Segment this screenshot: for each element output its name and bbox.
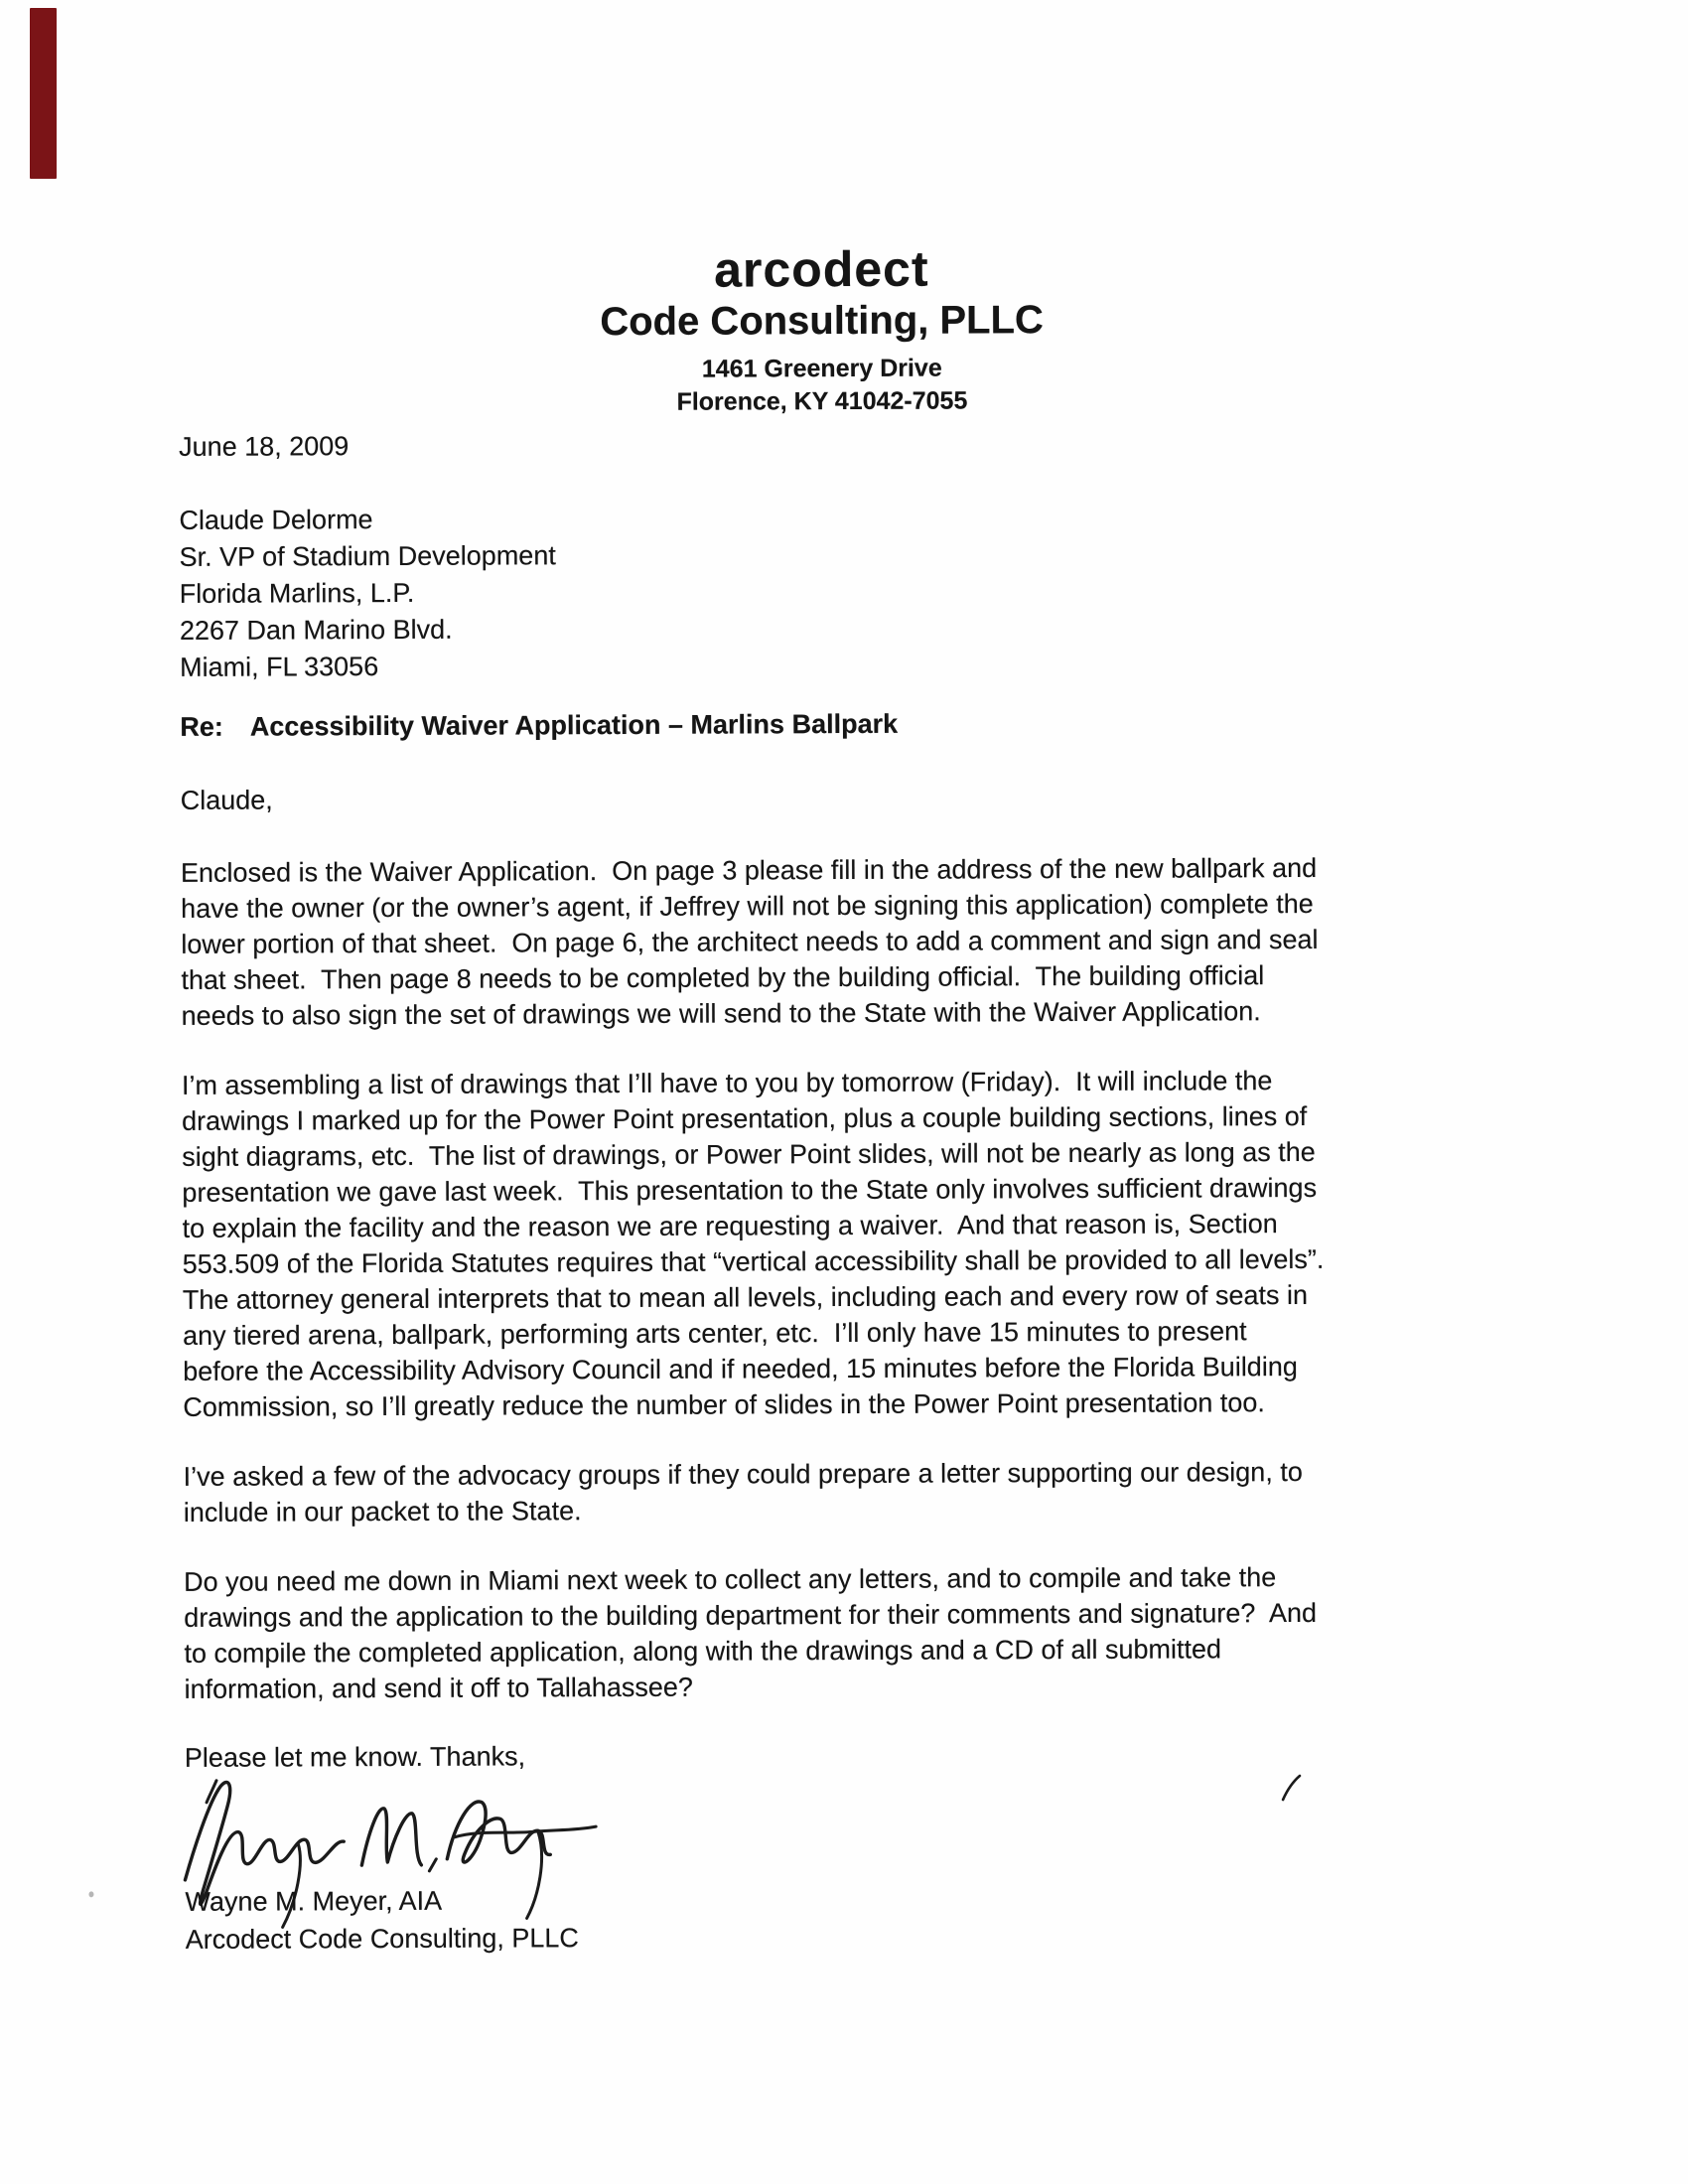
recipient-block: Claude Delorme Sr. VP of Stadium Development Florida Marlins, L.P. 2267 Dan Marino Blvd. Miami, FL 33056 — [179, 505, 556, 682]
body-paragraph-4: Do you need me down in Miami next week to collect any letters, and to compile and take the drawings and the application to the building department for their comments and signature? And to compile the completed application, along with the drawings and a CD of all submitted information, and send it off to Tallahassee? — [184, 1562, 1318, 1704]
body-paragraph-2: I’m assembling a list of drawings that I’ll have to you by tomorrow (Friday). It will include the drawings I marked up for the Power Point presentation, plus a couple building sections, lines of sight diagrams, etc. The list of drawings, or Power Point slides, will not be nearly as long as the presentation we gave last week. This presentation to the State only involves sufficient drawings to explain the facility and the reason we are requesting a waiver. And that reason is, Section 553.509 of the Florida Statutes requires that “vertical accessibility shall be provided to all levels”. The attorney general interprets that to mean all levels, including each and every row of seats in any tiered arena, ballpark, performing arts center, etc. I’ll only have 15 minutes to present before the Accessibility Advisory Council and if needed, 15 minutes before the Florida Building Commission, so I’ll greatly reduce the number of slides in the Power Point presentation too. — [181, 1066, 1325, 1422]
ink-speck — [88, 1891, 93, 1897]
subject-label: Re: — [180, 711, 223, 742]
subject-line — [180, 709, 898, 743]
body-paragraph-3: I’ve asked a few of the advocacy groups if they could prepare a letter supporting our design, to include in our packet to the State. — [183, 1456, 1303, 1528]
letterhead-address: 1461 Greenery Drive Florence, KY 41042-7055 — [676, 354, 968, 416]
letterhead-brand: arcodect — [714, 240, 929, 298]
letter-body — [181, 849, 1575, 1741]
subject-text: Accessibility Waiver Application – Marlins Ballpark — [249, 708, 899, 742]
closing-line: Please let me know. Thanks, — [184, 1741, 526, 1773]
salutation: Claude, — [180, 785, 273, 815]
pen-mark — [1279, 1772, 1305, 1804]
letterhead — [0, 237, 1646, 421]
date-line: June 18, 2009 — [179, 431, 350, 462]
signature-name-block: Wayne M. Meyer, AIA Arcodect Code Consulting, PLLC — [185, 1885, 579, 1955]
body-paragraph-1: Enclosed is the Waiver Application. On page 3 please fill in the address of the new ballpark and have the owner (or the owner’s agent, if Jeffrey will not be signing this application) complete the lower portion of that sheet. On page 6, the architect needs to add a comment and sign and seal that sheet. Then page 8 needs to be completed by the building official. The building official needs to also sign the set of drawings we will send to the State with the Waiver Application. — [180, 852, 1319, 1031]
letterhead-company: Code Consulting, PLLC — [600, 298, 1044, 345]
